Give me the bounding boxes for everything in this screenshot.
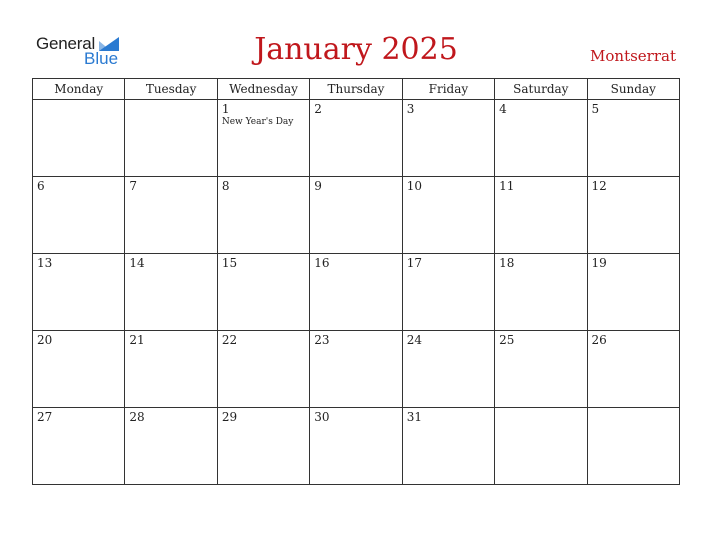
- day-number: 4: [499, 102, 507, 116]
- day-number: 16: [314, 256, 330, 270]
- day-number: 30: [314, 410, 330, 424]
- day-number: 3: [406, 102, 415, 116]
- weekday-header: Friday: [402, 79, 494, 100]
- day-number: 5: [591, 102, 600, 116]
- week-row: [33, 331, 680, 408]
- day-cell: [310, 408, 402, 485]
- day-cell: [217, 100, 309, 177]
- day-number: 21: [129, 333, 145, 347]
- day-cell: [125, 177, 217, 254]
- logo-text-general: General: [36, 34, 96, 53]
- day-number: 14: [129, 256, 145, 270]
- day-number: [33, 100, 124, 102]
- weekday-header: Tuesday: [125, 79, 217, 100]
- day-cell: [217, 177, 309, 254]
- day-cell: [125, 100, 217, 177]
- day-number: [495, 408, 586, 410]
- day-cell: [495, 100, 587, 177]
- day-number: 1: [221, 102, 230, 116]
- day-number: 13: [37, 256, 53, 270]
- week-row: [33, 177, 680, 254]
- calendar-title: January 2025: [254, 32, 458, 67]
- day-cell: [217, 331, 309, 408]
- day-cell: [33, 408, 125, 485]
- day-number: 2: [314, 102, 322, 116]
- day-number: 26: [591, 333, 607, 347]
- day-cell: [217, 408, 309, 485]
- day-number: 11: [499, 179, 515, 193]
- day-number: 7: [129, 179, 138, 193]
- weekday-header-row: [33, 79, 680, 100]
- day-cell: [310, 177, 402, 254]
- day-number: 24: [406, 333, 422, 347]
- weekday-header: Thursday: [310, 79, 402, 100]
- day-number: 25: [499, 333, 515, 347]
- day-number: 8: [221, 179, 230, 193]
- day-cell: [125, 408, 217, 485]
- weekday-header: Saturday: [495, 79, 587, 100]
- day-number: 27: [37, 410, 53, 424]
- day-cell: [495, 177, 587, 254]
- weekday-header: Sunday: [587, 79, 679, 100]
- day-number: 22: [221, 333, 238, 347]
- day-number: 23: [314, 333, 330, 347]
- day-cell: [402, 408, 494, 485]
- day-number: 28: [129, 410, 145, 424]
- day-cell: [402, 254, 494, 331]
- day-number: 15: [221, 256, 238, 270]
- day-number: 20: [37, 333, 53, 347]
- day-number: 9: [314, 179, 322, 193]
- day-cell: [125, 331, 217, 408]
- day-cell: [217, 254, 309, 331]
- day-cell: [587, 177, 679, 254]
- day-cell: [495, 408, 587, 485]
- day-cell: [402, 177, 494, 254]
- week-row: [33, 254, 680, 331]
- week-row: [33, 408, 680, 485]
- day-number: 31: [406, 410, 422, 424]
- day-number: 6: [37, 179, 45, 193]
- day-cell: [587, 254, 679, 331]
- day-cell: [310, 100, 402, 177]
- day-cell: [310, 254, 402, 331]
- day-cell: [495, 331, 587, 408]
- day-cell: [310, 331, 402, 408]
- day-number: 19: [591, 256, 607, 270]
- day-number: 18: [499, 256, 515, 270]
- day-cell: [587, 408, 679, 485]
- day-cell: [587, 100, 679, 177]
- day-cell: [495, 254, 587, 331]
- day-number: 12: [591, 179, 607, 193]
- day-cell: [33, 177, 125, 254]
- day-number: [588, 408, 679, 410]
- region-label: Montserrat: [590, 47, 676, 65]
- month-grid: [32, 78, 680, 485]
- day-cell: [402, 331, 494, 408]
- day-cell: [587, 331, 679, 408]
- weekday-header: Wednesday: [217, 79, 309, 100]
- day-cell: [33, 100, 125, 177]
- weekday-header: Monday: [33, 79, 125, 100]
- day-cell: [402, 100, 494, 177]
- day-cell: [33, 331, 125, 408]
- holiday-label: New Year's Day: [221, 117, 294, 127]
- day-number: 29: [221, 410, 238, 424]
- logo-text-blue: Blue: [84, 49, 119, 68]
- day-number: 10: [406, 179, 422, 193]
- day-cell: [125, 254, 217, 331]
- week-row: [33, 100, 680, 177]
- day-cell: [33, 254, 125, 331]
- day-number: [125, 100, 216, 102]
- day-number: 17: [406, 256, 422, 270]
